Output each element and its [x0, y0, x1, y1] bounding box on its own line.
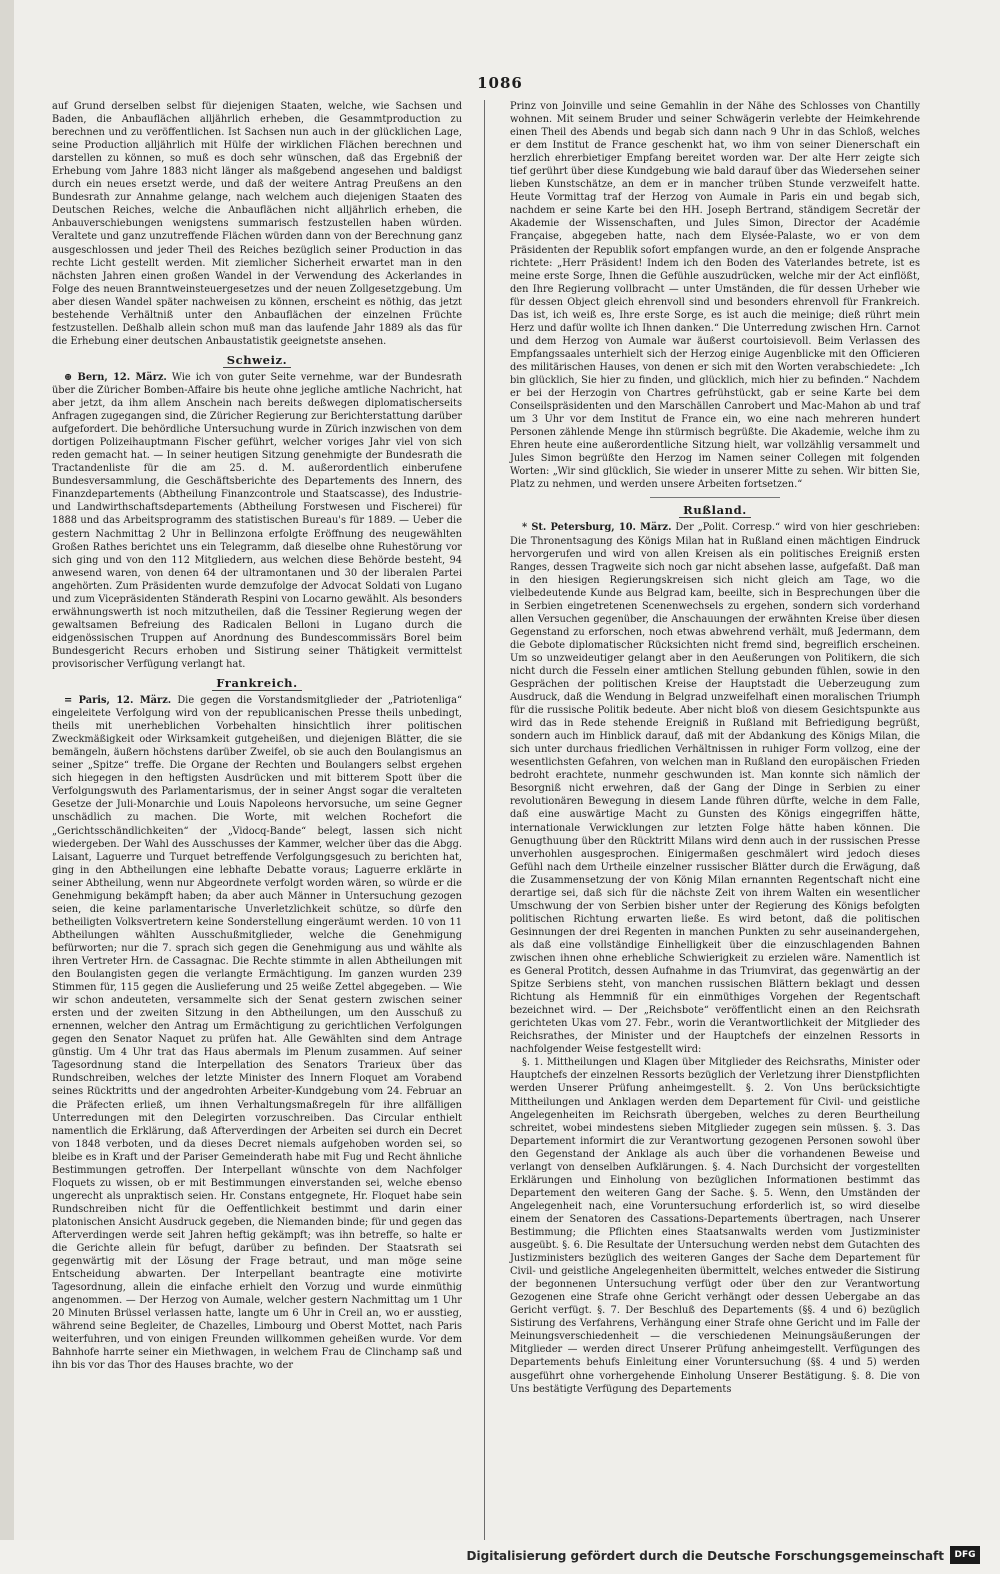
- article-paris-continuation: Prinz von Joinville und seine Gemahlin in der Nähe des Schlosses von Chantilly wohnen. Mit seinem Bruder und seiner Schwägerin verlebte der Heimkehrende einen Theil des Abends und begab sich dann nach 9 Uhr in das Schloß, welches er dem Institut de France geschenkt hat, wo ihm von seiner Dienerschaft ein herzlich ehrerbietiger Empfang bereitet worden war. Der alte Herr zeigte sich tief gerührt über diese Kundgebung wie bald darauf über das Wiedersehen seiner lieben Kunstschätze, an dem er in mancher trüben Stunde verzweifelt hatte. Heute Vormittag traf der Herzog von Aumale in Paris ein und begab sich, nachdem er seine Karte bei den HH. Joseph Bertrand, ständigem Secretär der Akademie der Wissenschaften, und Jules Simon, Director der Académie Française, abgegeben hatte, nach dem Elysée-Palaste, wo er von dem Präsidenten der Republik sofort empfangen wurde, an den er folgende Ansprache richtete: „Herr Präsident! Indem ich den Boden des Vaterlandes betrete, ist es meine erste Sorge, Ihnen die Gefühle auszudrücken, welche mir der Act einflößt, den Ihre Regierung vollbracht — unter Umständen, die für dessen Urheber wie für dessen Object gleich ehrenvoll sind und besonders ehrenvoll für Frankreich. Das ist, ich weiß es, Ihre erste Sorge, es ist auch die meinige; dieß rührt mein Herz und dafür wollte ich Ihnen danken.“ Die Unterredung zwischen Hrn. Carnot und dem Herzog von Aumale war äußerst courtoisievoll. Beim Verlassen des Empfangssaales unterhielt sich der Herzog einige Augenblicke mit den Officieren des militärischen Hauses, von denen er sich mit den Worten verabschiedete: „Ich bin glücklich, Sie hier zu finden, und glücklich, mich hier zu befinden.“ Nachdem er bei der Herzogin von Chartres gefrühstückt, gab er seine Karte bei dem Conseilspräsidenten und den Marschällen Canrobert und Mac-Mahon ab und traf um 3 Uhr vor dem Institut de France ein, wo eine nach mehreren hundert Personen zählende Menge ihn stürmisch begrüßte. Die Akademie, welche ihm zu Ehren heute eine außerordentliche Sitzung hielt, war vollzählig versammelt und Jules Simon begrüßte den Herzog im Namen seiner Collegen mit folgenden Worten: „Wir sind glücklich, Sie wieder in unserer Mitte zu sehen. Wir bitten Sie, Platz zu nehmen, und werden unsere Arbeiten fortsetzen.“: [510, 101, 920, 491]
- article-ukas-paragraphs: §. 1. Mittheilungen und Klagen über Mitglieder des Reichsraths, Minister oder Hauptchefs der einzelnen Ressorts bezüglich der Verletzung ihrer Dienstpflichten werden Unserer Prüfung anheimgestellt. §. 2. Von Uns berücksichtigte Mittheilungen und Anklagen werden dem Departement für Civil- und geistliche Angelegenheiten im Reichsrath übergeben, welches zu deren Beurtheilung schreitet, wobei mindestens sieben Mitglieder zugegen sein müssen. §. 3. Das Departement informirt die zur Verantwortung gezogenen Personen sowohl über den Gegenstand der Anklage als auch über die vorhandenen Beweise und verlangt von denselben Aufklärungen. §. 4. Nach Durchsicht der vorgestellten Erklärungen und Einholung von bezüglichen Informationen bestimmt das Departement den weiteren Gang der Sache. §. 5. Wenn, den Umständen der Angelegenheit nach, eine Voruntersuchung erforderlich ist, so wird dieselbe einem der Senatoren des Cassations-Departements übertragen, nach Unserer Bestimmung; die Pflichten eines Staatsanwalts werden vom Justizminister ausgeübt. §. 6. Die Resultate der Untersuchung werden nebst dem Gutachten des Justizministers bezüglich des weiteren Ganges der Sache dem Departement für Civil- und geistliche Angelegenheiten übermittelt, welches entweder die Sistirung der begonnenen Untersuchung verfügt oder über den zur Verantwortung Gezogenen eine Strafe ohne Gericht verhängt oder dessen Uebergabe an das Gericht verfügt. §. 7. Der Beschluß des Departements (§§. 4 und 6) bezüglich Sistirung des Verfahrens, Verhängung einer Strafe ohne Gericht und im Falle der Meinungsverschiedenheit — die verschiedenen Meinungsäußerungen der Mitglieder — werden direct Unserer Prüfung anheimgestellt. Verfügungen des Departements behufs Einleitung einer Voruntersuchung (§§. 4 und 5) werden ausgeführt ohne vorhergehende Einholung Unserer Bestätigung. §. 8. Die von Uns bestätigte Verfügung des Departements: [510, 1057, 920, 1395]
- dateline-paris: = Paris, 12. März.: [64, 695, 172, 707]
- footer-bar: [0, 1540, 1000, 1574]
- right-column: [510, 100, 920, 1396]
- section-heading-schweiz: [52, 354, 462, 367]
- article-paris: [52, 694, 462, 1372]
- section-title: Frankreich.: [212, 676, 302, 691]
- section-title: Schweiz.: [223, 353, 292, 368]
- page-number: 1086: [477, 74, 523, 92]
- article-bern: [52, 371, 462, 671]
- dateline-bern: ⊕ Bern, 12. März.: [64, 371, 167, 383]
- section-heading-russland: [510, 504, 920, 517]
- dfg-logo: DFG: [950, 1546, 980, 1564]
- article-st-petersburg-body: Der „Polit. Corresp.“ wird von hier geschrieben: Die Thronentsagung des Königs Milan hat in Rußland einen mächtigen Eindruck hervorgerufen und wird von allen Kreisen als ein politisches Ereigniß ersten Ranges, dessen Tragweite sich noch gar nicht absehen lasse, aufgefaßt. Daß man in den hiesigen Regierungskreisen sich nicht gleich am Tage, wo die vielbedeutende Kunde aus Belgrad kam, beeilte, sich in Besprechungen über die in Serbien eingetretenen Scenenwechsels zu ergehen, sondern sich vorderhand allen Versuchen gegenüber, die Anschauungen der erwähnten Kreise über diesen Gegenstand zu erforschen, noch etwas abwehrend verhält, muß Jedermann, dem die Gebote diplomatischer Rücksichten nicht fremd sind, begreiflich erscheinen. Um so unzweideutiger gelangt aber in den Aeußerungen von Politikern, die sich nicht durch die Fesseln einer amtlichen Stellung gebunden fühlen, sowie in den Gesprächen der politischen Kreise der Hauptstadt die Ueberzeugung zum Ausdruck, daß die Wendung in Belgrad unzweifelhaft einen moralischen Triumph für die russische Politik bedeute. Aber nicht bloß von diesem Gesichtspunkte aus wird das in Rede stehende Ereigniß in Rußland mit Befriedigung begrüßt, sondern auch im Hinblick darauf, daß mit der Abdankung des Königs Milan, die sich unter durchaus friedlichen Verhältnissen in ruhiger Form vollzog, eine der wesentlichsten Gefahren, von welchen man in Rußland den europäischen Frieden bedroht erachtete, nunmehr geschwunden ist. Man konnte sich nämlich der Besorgniß nicht erwehren, daß der Gang der Dinge in Serbien zu einer revolutionären Bewegung in diesem Lande führen dürfte, welche in dem Falle, daß eine auswärtige Macht zu Gunsten des Königs eingegriffen hätte, internationale Verwicklungen zur letzten Folge hätte haben können. Die Genugthuung über den Rücktritt Milans wird denn auch in der russischen Presse unverhohlen ausgesprochen. Einigermaßen geschmälert wird jedoch dieses Gefühl nach dem Urtheile einzelner russischer Blätter durch die Erwägung, daß die Zusammensetzung der von König Milan ernannten Regentschaft nicht eine derartige sei, daß sich für die nächste Zeit von ihrem Walten ein wesentlicher Umschwung der von Serbien bisher unter der Regierung des Königs befolgten politischen Richtung erwarten ließe. Es wird betont, daß die politischen Gesinnungen der drei Regenten in manchen Punkten zu sehr auseinandergehen, als daß eine vollständige Einhelligkeit über die einzuschlagenden Bahnen zwischen ihnen ohne erhebliche Schwierigkeit zu erzielen wäre. Namentlich ist es General Protitch, dessen Aufnahme in das Triumvirat, das gegenwärtig an der Spitze Serbiens steht, von manchen russischen Blättern beklagt und dessen Richtung als Hemmniß für ein einmüthiges Vorgehen der Regentschaft bezeichnet wird. — Der „Reichsbote“ veröffentlicht einen an den Reichsrath gerichteten Ukas vom 27. Febr., worin die Verantwortlichkeit der Mitglieder des Reichsrathes, der Minister und der Hauptchefs der einzelnen Ressorts in nachfolgender Weise festgestellt wird:: [510, 522, 920, 1056]
- footer-credit: Digitalisierung gefördert durch die Deutsche Forschungsgemeinschaft: [466, 1549, 944, 1563]
- article-st-petersburg: [510, 521, 920, 1056]
- dateline-st-petersburg: * St. Petersburg, 10. März.: [522, 522, 672, 534]
- article-bern-body: Wie ich von guter Seite vernehme, war der Bundesrath über die Züricher Bomben-Affaire bis heute ohne jegliche amtliche Nachricht, hat aber jetzt, da ihm allem Anschein nach bereits deßwegen diplomatischerseits Anfragen zugegangen sind, die Züricher Regierung zur Berichterstattung darüber aufgefordert. Die behördliche Untersuchung wurde in Zürich inzwischen von dem dortigen Polizeihauptmann Fischer geführt, welcher voriges Jahr viel von sich reden gemacht hat. — In seiner heutigen Sitzung genehmigte der Bundesrath die Tractandenliste für die am 25. d. M. außerordentlich einberufene Bundesversammlung, die Geschäftsberichte des Departements des Innern, des Finanzdepartements (Abtheilung Finanzcontrole und Staatscasse), des Industrie- und Landwirthschaftsdepartements (Abtheilung Forstwesen und Fischerei) für 1888 und das Arbeitsprogramm des statistischen Bureau's für 1889. — Ueber die gestern Nachmittag 2 Uhr in Bellinzona erfolgte Eröffnung des neugewählten Großen Rathes berichtet uns ein Telegramm, daß dieselbe ohne Ruhestörung vor sich ging und von den 112 Mitgliedern, aus welchen diese Behörde besteht, 94 anwesend waren, von denen 64 der ultramontanen und 30 der liberalen Partei angehörten. Zum Präsidenten wurde demzufolge der Advocat Soldati von Lugano und zum Vicepräsidenten Ständerath Respini von Locarno gewählt. Als besonders erwähnungswerth ist noch mitzutheilen, daß die Tessiner Regierung wegen der gewaltsamen Befreiung des Radicalen Belloni in Lugano durch die eidgenössischen Truppen auf Anordnung des Bundescommissärs Borel beim Bundesgericht Recurs erhoben und Sistirung seiner Thätigkeit vermittelst provisorischer Verfügung verlangt hat.: [52, 371, 462, 670]
- column-divider: [484, 100, 485, 1540]
- article-agriculture-continuation: auf Grund derselben selbst für diejenigen Staaten, welche, wie Sachsen und Baden, die Anbauflächen alljährlich erheben, die Gesammtproduction zu berechnen und zu veröffentlichen. Ist Sachsen nun auch in der glücklichen Lage, seine Production alljährlich mit Hülfe der wirklichen Flächen berechnen und darstellen zu können, so muß es doch sehr wünschen, daß das Ergebniß der Erhebung vom Jahre 1883 nicht länger als maßgebend angesehen und baldigst durch ein neues ersetzt werde, und daß der weitere Antrag Preußens an den Bundesrath zur Annahme gelange, nach welchem auch diejenigen Staaten des Deutschen Reiches, welche die Anbauflächen nicht alljährlich erheben, die Anbauverschiebungen wenigstens summarisch festzustellen haben würden. Veraltete und ganz unzutreffende Flächen würden dann von der Berechnung ganz ausgeschlossen und jeder Theil des Reiches bezüglich seiner Production in das rechte Licht gestellt werden. Mit ziemlicher Sicherheit erwartet man in den nächsten Jahren einen großen Wandel in der Verwendung des Ackerlandes in Folge des neuen Branntweinsteuergesetzes und der neuen Zollgesetzgebung. Um aber diesen Wandel später nachweisen zu können, erscheint es nöthig, das jetzt bestehende Verhältniß unter den Anbauflächen der einzelnen Früchte festzustellen. Deßhalb allein schon muß man das laufende Jahr 1889 als das für die Erhebung einer deutschen Anbaustatistik geeignetste ansehen.: [52, 101, 462, 347]
- article-separator: [650, 497, 780, 498]
- section-heading-frankreich: [52, 677, 462, 690]
- left-column: [52, 100, 462, 1373]
- section-title: Rußland.: [679, 503, 751, 518]
- article-paris-body: Die gegen die Vorstandsmitglieder der „Patriotenliga“ eingeleitete Verfolgung wird von der republicanischen Presse theils unbedingt, theils mit unerheblichen Vorbehalten hinsichtlich ihrer politischen Zweckmäßigkeit oder Wirksamkeit gutgeheißen, und diejenigen Blätter, die sie bemängeln, äußern höchstens darüber Zweifel, ob sie auch den Boulangismus an seiner „Spitze“ treffe. Die Organe der Rechten und Boulangers selbst ergehen sich hiegegen in den heftigsten Ausdrücken und mit bitterem Spott über die Verfolgungswuth des Parlamentarismus, der in seiner Angst sogar die veralteten Gesetze der Juli-Monarchie und Louis Napoleons hervorsuche, um seine Gegner unschädlich zu machen. Die Worte, mit welchen Rochefort die „Gerichtsschändlichkeiten“ der „Vidocq-Bande“ belegt, lassen sich nicht wiedergeben. Der Wahl des Ausschusses der Kammer, welcher über das die Abgg. Laisant, Laguerre und Turquet betreffende Verfolgungsgesuch zu berichten hat, ging in den Abtheilungen eine lebhafte Debatte voraus; Laguerre erklärte in seiner Abtheilung, wenn nur Abgeordnete verfolgt worden wären, so würde er die Genehmigung bekämpft haben; da aber auch Männer in Untersuchung gezogen seien, die keine parlamentarische Unverletzlichkeit schütze, so dürfe den betheiligten Volksvertretern keine Sonderstellung eingeräumt werden. 10 von 11 Abtheilungen wählten Ausschußmitglieder, welche die Genehmigung befürworten; nur die 7. sprach sich gegen die Genehmigung aus und wählte als ihren Vertreter Hrn. de Cassagnac. Die Rechte stimmte in allen Abtheilungen mit den Boulangisten gegen die verlangte Ermächtigung. Im ganzen wurden 239 Stimmen für, 115 gegen die Auslieferung und 25 weiße Zettel abgegeben. — Wie wir schon andeuteten, versammelte sich der Senat gestern zwischen seiner ersten und der zweiten Sitzung in den Abtheilungen, um den Ausschuß zu ernennen, welcher den Antrag um Ermächtigung zu gerichtlichen Verfolgungen gegen den Senator Naquet zu prüfen hat. Alle Gewählten sind dem Antrage günstig. Um 4 Uhr trat das Haus abermals im Plenum zusammen. Auf seiner Tagesordnung stand die Interpellation des Senators Trarieux über das Rundschreiben, welches der letzte Minister des Innern Floquet am Vorabend seines Rücktritts und der angedrohten Arbeiter-Kundgebung vom 24. Februar an die Präfecten erließ, um ihnen Verhaltungsmaßregeln für ihre allfälligen Unterredungen mit den Delegirten vorzuschreiben. Das Circular enthielt namentlich die Erklärung, daß Afterverdingen der Arbeiten sei durch ein Decret von 1848 verboten, und da dieses Decret niemals aufgehoben worden sei, so bleibe es in Kraft und der Pariser Gemeinderath habe mit Fug und Recht ähnliche Bestimmungen getroffen. Der Interpellant wünschte von dem Nachfolger Floquets zu wissen, ob er mit Bestimmungen einverstanden sei, welche ebenso ungerecht als unpraktisch seien. Hr. Constans entgegnete, Hr. Floquet habe sein Rundschreiben nicht für die Oeffentlichkeit bestimmt und darin einer platonischen Ansicht Ausdruck gegeben, die Niemanden binde; für und gegen das Afterverdingen werde seit Jahren heftig gekämpft; was ihn betreffe, so halte er die Gerichte allein für befugt, darüber zu befinden. Der Staatsrath sei gegenwärtig mit der Lösung der Frage betraut, und man möge seine Entscheidung abwarten. Der Interpellant beantragte eine motivirte Tagesordnung, allein die einfache erhielt den Vorzug und wurde einmüthig angenommen. — Der Herzog von Aumale, welcher gestern Nachmittag um 1 Uhr 20 Minuten Brüssel verlassen hatte, langte um 6 Uhr in Creil an, wo er ausstieg, während seine Begleiter, de Chazelles, Limbourg und Oberst Mottet, nach Paris weiterfuhren, und von einigen Freunden willkommen geheißen wurde. Vor dem Bahnhofe harrte seiner ein Miethwagen, in welchem Frau de Clinchamp saß und ihn bis vor das Thor des Hauses brachte, wo der: [52, 695, 463, 1372]
- scan-edge: [0, 0, 14, 1574]
